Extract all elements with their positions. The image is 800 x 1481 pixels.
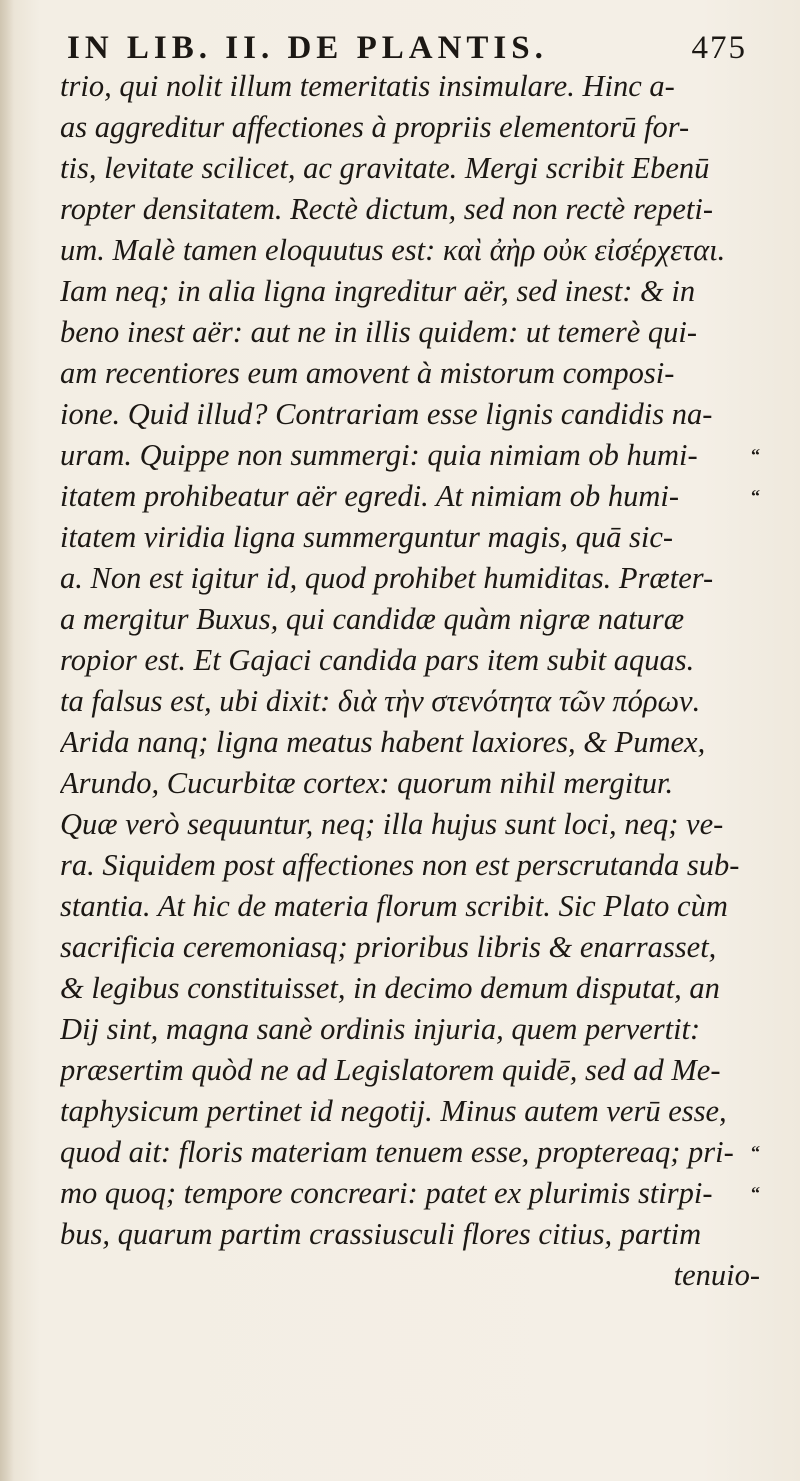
line-text: mo quoq; tempore concreari: patet ex plurimis stirpi-	[60, 1176, 713, 1210]
text-line	[60, 1214, 760, 1255]
text-line	[60, 845, 760, 886]
line-text: ione. Quid illud? Contrariam esse lignis candidis na-	[60, 397, 713, 431]
line-text: itatem viridia ligna summerguntur magis, quā sic-	[60, 520, 674, 554]
line-text: ra. Siquidem post affectiones non est perscrutanda sub-	[60, 848, 740, 882]
margin-quote-mark: “	[751, 1142, 760, 1162]
text-line	[60, 927, 760, 968]
text-line	[60, 1132, 760, 1173]
line-text: am recentiores eum amovent à mistorum composi-	[60, 356, 675, 390]
text-line	[60, 1255, 760, 1296]
line-text: itatem prohibeatur aër egredi. At nimiam ob humi-	[60, 479, 679, 513]
text-line	[60, 1091, 760, 1132]
line-text: Quæ verò sequuntur, neq; illa hujus sunt loci, neq; ve-	[60, 807, 724, 841]
margin-quote-mark: “	[751, 486, 760, 506]
text-line	[60, 763, 760, 804]
text-line	[60, 312, 760, 353]
line-text: præsertim quòd ne ad Legislatorem quidē, sed ad Me-	[60, 1053, 721, 1087]
line-text: taphysicum pertinet id negotij. Minus autem verū esse,	[60, 1094, 727, 1128]
line-text: Arundo, Cucurbitæ cortex: quorum nihil mergitur.	[60, 766, 674, 800]
line-text: Iam neq; in alia ligna ingreditur aër, sed inest: & in	[60, 274, 696, 308]
text-line	[60, 353, 760, 394]
text-line	[60, 107, 760, 148]
text-line	[60, 66, 760, 107]
text-line	[60, 640, 760, 681]
text-line	[60, 968, 760, 1009]
body-text	[60, 66, 760, 1296]
line-text: trio, qui nolit illum temeritatis insimulare. Hinc a-	[60, 69, 675, 103]
margin-quote-mark: “	[751, 1183, 760, 1203]
text-line	[60, 1173, 760, 1214]
text-line	[60, 1009, 760, 1050]
line-text: stantia. At hic de materia florum scribit. Sic Plato cùm	[60, 889, 728, 923]
text-line	[60, 476, 760, 517]
line-text: bus, quarum partim crassiusculi flores citius, partim	[60, 1217, 702, 1251]
text-line	[60, 435, 760, 476]
line-text: tenuio-	[673, 1258, 760, 1292]
text-line	[60, 1050, 760, 1091]
line-text: ropior est. Et Gajaci candida pars item subit aquas.	[60, 643, 695, 677]
line-text: uram. Quippe non summergi: quia nimiam ob humi-	[60, 438, 698, 472]
text-line	[60, 189, 760, 230]
text-line	[60, 599, 760, 640]
line-text: tis, levitate scilicet, ac gravitate. Mergi scribit Ebenū	[60, 151, 710, 185]
line-text: um. Malè tamen eloquutus est: καὶ ἀὴρ οὐκ εἰσέρχεται.	[60, 233, 726, 267]
margin-quote-mark: “	[751, 445, 760, 465]
text-line	[60, 148, 760, 189]
text-line	[60, 394, 760, 435]
text-line	[60, 517, 760, 558]
text-line	[60, 681, 760, 722]
text-line	[60, 271, 760, 312]
line-text: a mergitur Buxus, qui candidæ quàm nigræ naturæ	[60, 602, 685, 636]
line-text: ropter densitatem. Rectè dictum, sed non rectè repeti-	[60, 192, 714, 226]
line-text: ta falsus est, ubi dixit: διὰ τὴν στενότητα τῶν πόρων.	[60, 684, 701, 718]
line-text: sacrificia ceremoniasq; prioribus libris & enarrasset,	[60, 930, 717, 964]
text-line	[60, 722, 760, 763]
page-header	[55, 22, 755, 72]
line-text: Arida nanq; ligna meatus habent laxiores, & Pumex,	[60, 725, 706, 759]
running-head: IN LIB. II. DE PLANTIS.	[67, 30, 548, 66]
line-text: as aggreditur affectiones à propriis elementorū for-	[60, 110, 690, 144]
text-line	[60, 804, 760, 845]
line-text: a. Non est igitur id, quod prohibet humiditas. Præter-	[60, 561, 714, 595]
text-line	[60, 886, 760, 927]
line-text: quod ait: floris materiam tenuem esse, proptereaq; pri-	[60, 1135, 734, 1169]
line-text: Dij sint, magna sanè ordinis injuria, quem pervertit:	[60, 1012, 701, 1046]
text-line	[60, 230, 760, 271]
text-line	[60, 558, 760, 599]
line-text: beno inest aër: aut ne in illis quidem: ut temerè qui-	[60, 315, 697, 349]
page-gutter	[0, 0, 14, 1481]
line-text: & legibus constituisset, in decimo demum disputat, an	[60, 971, 720, 1005]
page-number: 475	[691, 30, 747, 66]
